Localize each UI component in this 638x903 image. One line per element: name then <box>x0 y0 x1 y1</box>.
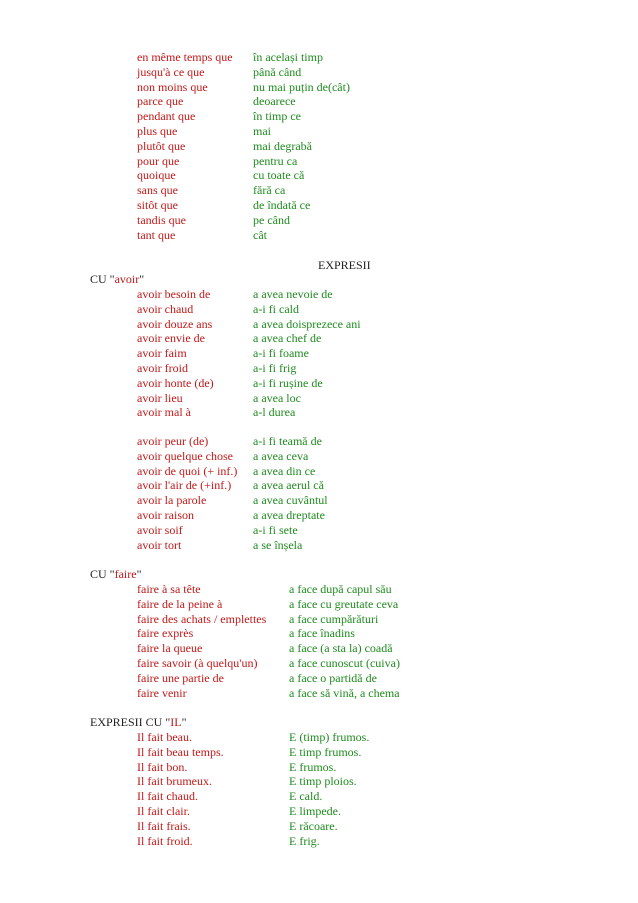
vocab-row <box>0 287 638 302</box>
french-term: Il fait clair. <box>137 804 190 818</box>
french-term: parce que <box>137 94 184 109</box>
romanian-translation: a face cumpărături <box>289 611 379 626</box>
vocab-row <box>0 789 638 804</box>
vocab-row <box>0 361 638 376</box>
french-term: Il fait froid. <box>137 833 193 848</box>
romanian-translation: E frig. <box>289 833 320 848</box>
vocab-row <box>0 346 638 361</box>
romanian-translation: E răcoare. <box>289 818 338 833</box>
faire-section-header <box>90 567 141 582</box>
french-term: avoir tort <box>137 537 182 552</box>
header-verb: avoir <box>114 272 140 286</box>
romanian-translation: mai <box>253 124 271 138</box>
header-verb: IL <box>170 715 182 729</box>
vocab-row <box>0 449 638 464</box>
french-term: plutôt que <box>137 138 186 153</box>
vocab-row <box>0 819 638 834</box>
french-term: quoique <box>137 168 176 183</box>
vocab-row <box>0 760 638 775</box>
french-term: Il fait bon. <box>137 759 188 774</box>
romanian-translation: pentru ca <box>253 153 298 168</box>
vocab-row <box>0 656 638 671</box>
vocab-row <box>0 834 638 849</box>
french-term: pendant que <box>137 109 196 124</box>
french-term: avoir faim <box>137 346 187 361</box>
vocab-row <box>0 686 638 701</box>
romanian-translation: E limpede. <box>289 804 341 818</box>
romanian-translation: a-i fi frig <box>253 361 297 375</box>
vocab-row <box>0 434 638 449</box>
vocab-row <box>0 493 638 508</box>
romanian-translation: E timp ploios. <box>289 774 357 789</box>
vocab-row <box>0 139 638 154</box>
french-term: avoir quelque chose <box>137 448 233 463</box>
french-term: faire une partie de <box>137 670 224 685</box>
vocab-row <box>0 154 638 169</box>
french-term: jusqu'à ce que <box>137 64 205 79</box>
vocab-row <box>0 597 638 612</box>
romanian-translation: până când <box>253 64 302 79</box>
french-term: pour que <box>137 153 180 168</box>
romanian-translation: a-i fi teamă de <box>253 434 322 448</box>
vocab-row <box>0 538 638 553</box>
vocab-row <box>0 774 638 789</box>
french-term: avoir honte (de) <box>137 375 214 390</box>
header-prefix: EXPRESII CU " <box>90 715 171 729</box>
french-term: Il fait chaud. <box>137 789 198 804</box>
vocab-row <box>0 65 638 80</box>
french-term: avoir soif <box>137 522 183 537</box>
header-suffix: " <box>136 567 142 581</box>
vocab-row <box>0 331 638 346</box>
romanian-translation: a se înșela <box>253 537 303 552</box>
expresii-title: EXPRESII <box>318 258 371 272</box>
vocab-row <box>0 626 638 641</box>
vocab-row <box>0 464 638 479</box>
french-term: faire de la peine à <box>137 596 223 611</box>
romanian-translation: cât <box>253 227 267 242</box>
vocab-row <box>0 508 638 523</box>
french-term: faire exprès <box>137 626 194 641</box>
vocab-row <box>0 478 638 493</box>
vocab-row <box>0 671 638 686</box>
french-term: Il fait frais. <box>137 818 191 833</box>
romanian-translation: a face după capul său <box>289 582 392 596</box>
romanian-translation: a avea doisprezece ani <box>253 316 361 331</box>
french-term: avoir chaud <box>137 301 194 316</box>
french-term: non moins que <box>137 79 208 94</box>
french-term: avoir l'air de (+inf.) <box>137 478 232 493</box>
french-term: sans que <box>137 183 178 198</box>
french-term: faire savoir (à quelqu'un) <box>137 656 258 670</box>
vocab-row <box>0 641 638 656</box>
vocab-row <box>0 317 638 332</box>
romanian-translation: în același timp <box>253 50 323 64</box>
romanian-translation: a-i fi cald <box>253 301 299 316</box>
french-term: avoir douze ans <box>137 316 213 331</box>
vocab-row <box>0 109 638 124</box>
romanian-translation: cu toate că <box>253 168 305 183</box>
romanian-translation: E cald. <box>289 789 323 804</box>
vocab-row <box>0 523 638 538</box>
vocab-row <box>0 213 638 228</box>
vocab-row <box>0 228 638 243</box>
romanian-translation: a-i fi foame <box>253 346 309 361</box>
vocab-row <box>0 80 638 95</box>
romanian-translation: pe când <box>253 212 290 227</box>
french-term: avoir envie de <box>137 331 205 346</box>
romanian-translation: E (timp) frumos. <box>289 730 370 744</box>
romanian-translation: a-i fi sete <box>253 522 298 537</box>
french-term: faire la queue <box>137 641 203 656</box>
french-term: tandis que <box>137 212 186 227</box>
romanian-translation: a face înadins <box>289 626 355 641</box>
romanian-translation: E timp frumos. <box>289 744 362 759</box>
french-term: sitôt que <box>137 198 178 212</box>
romanian-translation: a avea dreptate <box>253 508 325 522</box>
vocab-row <box>0 612 638 627</box>
romanian-translation: a face cu greutate ceva <box>289 596 399 611</box>
french-term: tant que <box>137 227 176 242</box>
romanian-translation: a face o partidă de <box>289 670 377 685</box>
vocab-row <box>0 94 638 109</box>
french-term: avoir froid <box>137 361 188 375</box>
french-term: avoir peur (de) <box>137 434 209 448</box>
romanian-translation: a face să vină, a chema <box>289 685 400 700</box>
romanian-translation: mai degrabă <box>253 138 312 153</box>
romanian-translation: a avea aerul că <box>253 478 324 493</box>
french-term: avoir raison <box>137 508 194 522</box>
french-term: en même temps que <box>137 50 233 64</box>
vocab-row <box>0 804 638 819</box>
header-verb: faire <box>114 567 137 581</box>
header-suffix: " <box>181 715 187 729</box>
romanian-translation: a-i fi rușine de <box>253 375 323 390</box>
french-term: avoir besoin de <box>137 287 211 301</box>
header-prefix: CU " <box>90 272 115 286</box>
romanian-translation: a avea nevoie de <box>253 287 333 301</box>
romanian-translation: a avea loc <box>253 390 301 405</box>
vocab-row <box>0 582 638 597</box>
romanian-translation: a avea chef de <box>253 331 322 346</box>
french-term: faire venir <box>137 685 187 700</box>
vocab-row <box>0 50 638 65</box>
vocab-row <box>0 405 638 420</box>
french-term: faire à sa tête <box>137 582 201 596</box>
il-section-header <box>90 715 186 730</box>
french-term: Il fait beau. <box>137 730 192 744</box>
romanian-translation: a face cunoscut (cuiva) <box>289 656 400 670</box>
vocab-row <box>0 376 638 391</box>
romanian-translation: în timp ce <box>253 109 301 124</box>
header-prefix: CU " <box>90 567 115 581</box>
french-term: avoir lieu <box>137 390 183 405</box>
avoir-section-header <box>90 272 144 287</box>
french-term: avoir de quoi (+ inf.) <box>137 463 238 478</box>
french-term: plus que <box>137 124 178 138</box>
french-term: Il fait beau temps. <box>137 744 224 759</box>
vocab-row <box>0 730 638 745</box>
vocab-row <box>0 124 638 139</box>
french-term: faire des achats / emplettes <box>137 611 267 626</box>
vocab-row <box>0 745 638 760</box>
romanian-translation: de îndată ce <box>253 198 311 212</box>
header-suffix: " <box>139 272 145 286</box>
romanian-translation: a-l durea <box>253 405 296 420</box>
romanian-translation: a face (a sta la) coadă <box>289 641 393 656</box>
vocab-row <box>0 302 638 317</box>
vocab-row <box>0 391 638 406</box>
french-term: avoir la parole <box>137 493 207 508</box>
romanian-translation: a avea din ce <box>253 463 316 478</box>
romanian-translation: E frumos. <box>289 759 337 774</box>
romanian-translation: a avea cuvântul <box>253 493 328 508</box>
vocab-row <box>0 168 638 183</box>
vocab-row <box>0 198 638 213</box>
romanian-translation: a avea ceva <box>253 448 309 463</box>
romanian-translation: deoarece <box>253 94 296 109</box>
french-term: avoir mal à <box>137 405 191 420</box>
vocab-row <box>0 183 638 198</box>
romanian-translation: nu mai puțin de(cât) <box>253 79 350 94</box>
romanian-translation: fără ca <box>253 183 286 198</box>
french-term: Il fait brumeux. <box>137 774 212 789</box>
